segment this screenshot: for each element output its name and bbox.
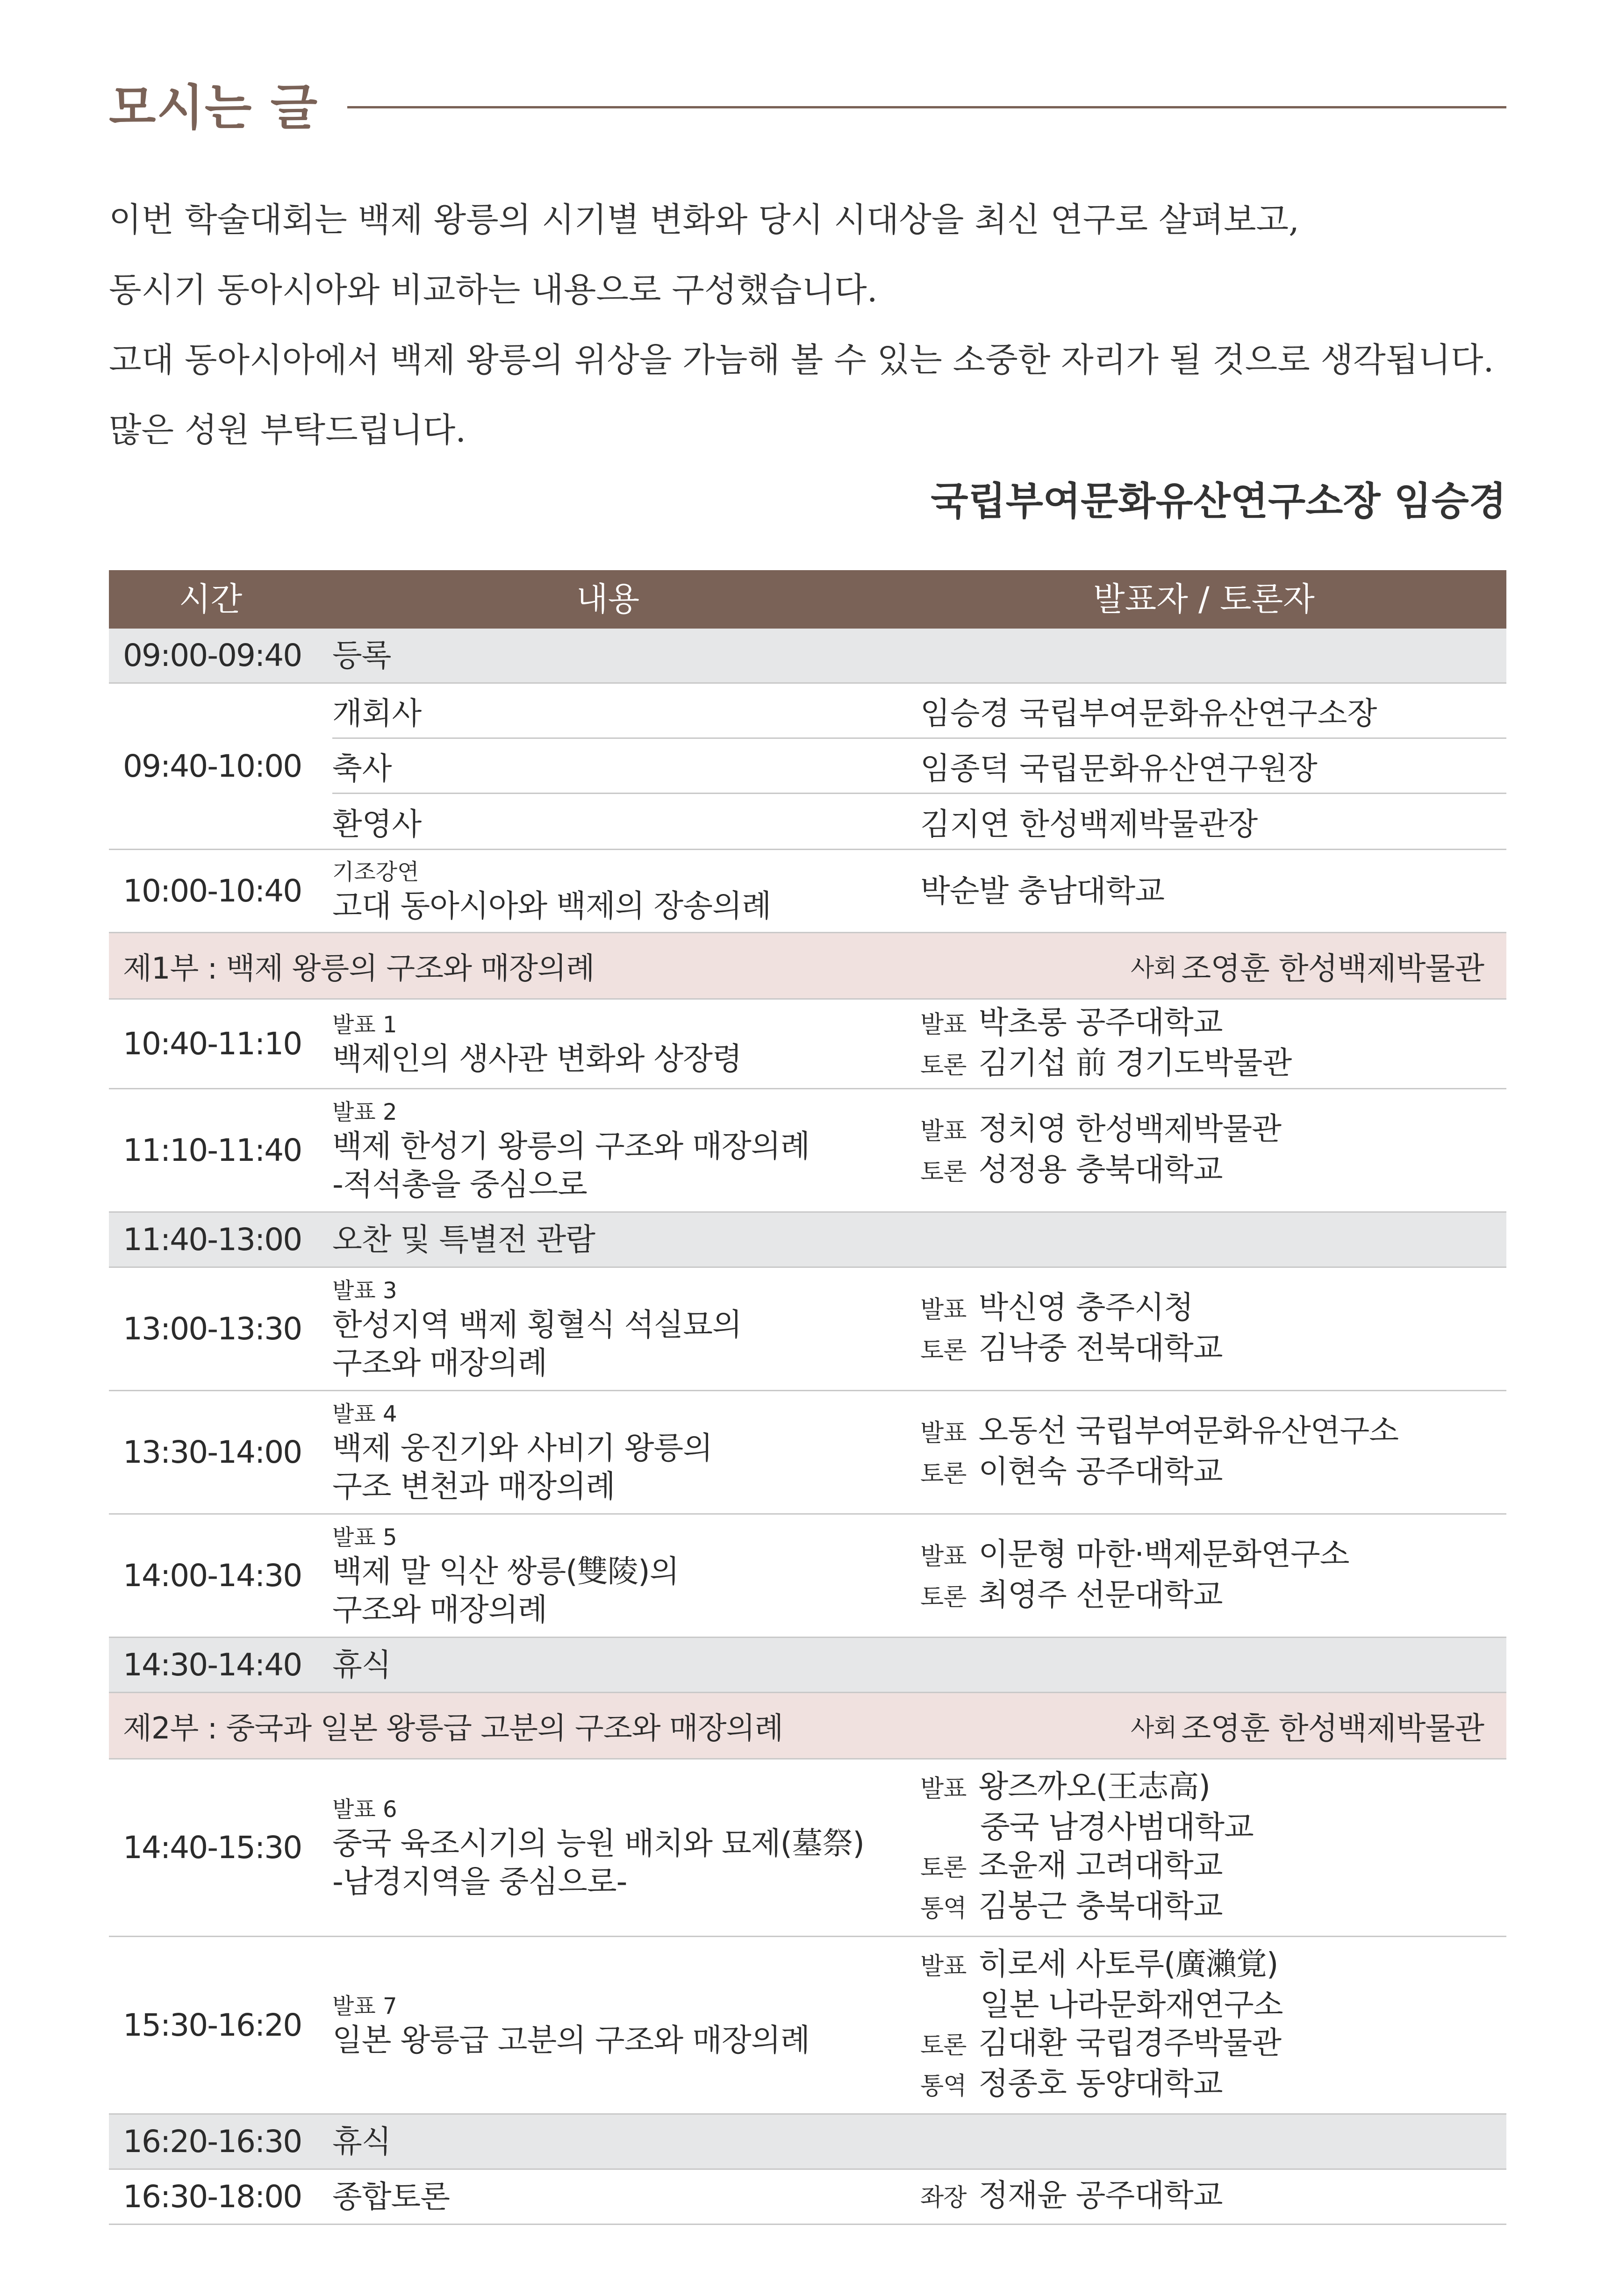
section-host [1131, 1693, 1484, 1758]
time-cell: 14:40-15:30 [123, 1830, 302, 1866]
speaker: 김봉근 충북대학교 [978, 1888, 1223, 1924]
role-label: 발표 [920, 1010, 967, 1039]
speaker-line [920, 1767, 1506, 1808]
speaker: 이문형 마한·백제문화연구소 [978, 1536, 1349, 1572]
time-cell: 13:00-13:30 [123, 1311, 302, 1347]
role-label: 발표 [920, 1953, 967, 1981]
section-title: 제1부 : 백제 왕릉의 구조와 매장의례 [123, 951, 595, 986]
role-label: 통역 [920, 1895, 967, 1923]
speaker-line [920, 1576, 1506, 1616]
time-cell: 11:40-13:00 [123, 1222, 302, 1258]
speaker-line [920, 1808, 1506, 1846]
speaker-line [920, 2024, 1506, 2065]
speaker-line [920, 1412, 1506, 1452]
session-label: 발표 7 [332, 1993, 397, 2019]
intro-line: 동시기 동아시아와 비교하는 내용으로 구성했습니다. [109, 270, 878, 309]
table-row [109, 1937, 1506, 2115]
speaker: 이현숙 공주대학교 [978, 1453, 1223, 1489]
content-title: 휴식 [332, 2123, 391, 2160]
speaker: 박초롱 공주대학교 [978, 1004, 1223, 1040]
speaker: 박순발 충남대학교 [920, 873, 1165, 909]
header-content: 내용 [576, 580, 640, 618]
time-cell: 09:40-10:00 [123, 748, 302, 784]
table-row [109, 1000, 1506, 1089]
content-title: 오찬 및 특별전 관람 [332, 1221, 595, 1258]
speaker: 히로세 사토루(廣瀨覚) [978, 1946, 1278, 1982]
time-cell: 09:00-09:40 [123, 637, 302, 673]
speaker-line [920, 1288, 1506, 1329]
session-label: 발표 6 [332, 1796, 397, 1823]
role-label: 토론 [920, 1158, 967, 1186]
time-cell: 14:30-14:40 [123, 1647, 302, 1683]
speaker: 박신영 충주시청 [978, 1289, 1193, 1325]
section-row [109, 933, 1506, 1000]
session-label: 발표 4 [332, 1401, 397, 1427]
heading-divider [347, 106, 1506, 108]
table-row [109, 684, 1506, 850]
speaker: 최영주 선문대학교 [978, 1576, 1223, 1613]
session-label: 발표 2 [332, 1099, 397, 1125]
role-label: 발표 [920, 1295, 967, 1324]
content-subtitle: -적석총을 중심으로 [332, 1166, 587, 1202]
sub-row [332, 739, 1506, 794]
table-row [109, 1638, 1506, 1693]
speaker: 김지연 한성백제박물관장 [920, 806, 1258, 842]
role-label: 발표 [920, 1542, 967, 1571]
speaker-line [920, 1986, 1506, 2024]
role-label: 발표 [920, 1775, 967, 1803]
speaker: 정재윤 공주대학교 [978, 2177, 1223, 2213]
role-label: 사회 [1130, 1714, 1177, 1742]
table-row [109, 2115, 1506, 2170]
speaker-affiliation: 일본 나라문화재연구소 [980, 1987, 1283, 2023]
role-label: 토론 [920, 2031, 967, 2060]
speaker-line [920, 1535, 1506, 1576]
speaker-line [920, 2065, 1506, 2105]
speaker: 오동선 국립부여문화유산연구소 [978, 1412, 1399, 1449]
time-cell: 10:00-10:40 [123, 873, 302, 909]
speaker-line [920, 1044, 1506, 1085]
table-header [109, 570, 1506, 629]
sub-row [332, 684, 1506, 739]
speaker-line [920, 1329, 1506, 1370]
speaker-line [920, 1452, 1506, 1493]
time-cell: 16:20-16:30 [123, 2124, 302, 2160]
table-row [109, 1391, 1506, 1515]
role-label: 통역 [920, 2072, 967, 2100]
section-host [1131, 933, 1484, 998]
session-label: 발표 5 [332, 1524, 397, 1551]
role-label: 토론 [920, 1336, 967, 1365]
speaker-line [920, 1846, 1506, 1887]
content-subtitle: 구조 변천과 매장의례 [332, 1468, 615, 1504]
table-row [109, 850, 1506, 933]
header-time: 시간 [179, 580, 243, 618]
time-cell: 15:30-16:20 [123, 2007, 302, 2043]
speaker: 정치영 한성백제박물관 [978, 1110, 1281, 1147]
intro-line: 고대 동아시아에서 백제 왕릉의 위상을 가늠해 볼 수 있는 소중한 자리가 될 것으로 생각됩니다. [109, 340, 1494, 379]
table-row [109, 1515, 1506, 1638]
role-label: 좌장 [920, 2184, 967, 2212]
table-row [109, 1213, 1506, 1268]
section-row [109, 1693, 1506, 1760]
speaker: 왕즈까오(王志高) [978, 1768, 1210, 1804]
role-label: 발표 [920, 1419, 967, 1447]
session-label: 기조강연 [332, 858, 419, 885]
content-title: 휴식 [332, 1646, 391, 1683]
intro-line: 많은 성원 부탁드립니다. [109, 410, 466, 450]
speaker-line [920, 1110, 1506, 1151]
content-title: 백제인의 생사관 변화와 상장령 [332, 1040, 742, 1077]
content-subtitle: -남경지역을 중심으로- [332, 1863, 627, 1900]
content-title: 종합토론 [332, 2178, 450, 2215]
role-label: 발표 [920, 1117, 967, 1145]
role-label: 사회 [1130, 954, 1177, 982]
content-title: 개회사 [332, 695, 422, 731]
time-cell: 13:30-14:00 [123, 1434, 302, 1470]
content-title: 일본 왕릉급 고분의 구조와 매장의례 [332, 2022, 810, 2058]
time-cell: 10:40-11:10 [123, 1026, 302, 1062]
speaker: 김낙중 전북대학교 [978, 1330, 1223, 1366]
role-label: 토론 [920, 1459, 967, 1488]
content-title: 환영사 [332, 806, 422, 842]
session-label: 발표 1 [332, 1011, 397, 1038]
role-label: 토론 [920, 1854, 967, 1882]
content-title: 백제 말 익산 쌍릉(雙陵)의 [332, 1553, 679, 1589]
section-heading [109, 75, 1506, 140]
content-subtitle: 구조와 매장의례 [332, 1591, 547, 1628]
host-name: 조영훈 한성백제박물관 [1181, 951, 1484, 987]
host-name: 조영훈 한성백제박물관 [1181, 1710, 1484, 1746]
time-cell: 16:30-18:00 [123, 2179, 302, 2215]
section-title: 제2부 : 중국과 일본 왕릉급 고분의 구조와 매장의례 [123, 1711, 783, 1746]
header-speakers: 발표자 / 토론자 [1093, 580, 1315, 618]
content-title: 중국 육조시기의 능원 배치와 묘제(墓祭) [332, 1825, 864, 1861]
speaker: 김대환 국립경주박물관 [978, 2025, 1281, 2061]
session-label: 발표 3 [332, 1277, 397, 1304]
content-title: 등록 [332, 637, 391, 673]
speaker: 정종호 동양대학교 [978, 2066, 1223, 2102]
schedule-table [109, 570, 1506, 2225]
speaker: 임승경 국립부여문화유산연구소장 [920, 695, 1377, 731]
speaker-line [920, 1003, 1506, 1044]
speaker: 조윤재 고려대학교 [978, 1847, 1223, 1883]
signature: 국립부여문화유산연구소장 임승경 [931, 478, 1506, 524]
intro-text [109, 185, 1511, 465]
content-title: 고대 동아시아와 백제의 장송의례 [332, 887, 771, 924]
content-title: 축사 [332, 751, 392, 787]
heading-title: 모시는 글 [109, 79, 319, 136]
content-title: 백제 웅진기와 사비기 왕릉의 [332, 1430, 713, 1466]
speaker: 임종덕 국립문화유산연구원장 [920, 751, 1318, 787]
intro-line: 이번 학술대회는 백제 왕릉의 시기별 변화와 당시 시대상을 최신 연구로 살펴보고, [109, 200, 1299, 239]
role-label: 토론 [920, 1583, 967, 1611]
speaker-line [920, 1887, 1506, 1928]
role-label: 토론 [920, 1051, 967, 1080]
speaker-affiliation: 중국 남경사범대학교 [980, 1809, 1254, 1845]
sub-row [332, 794, 1506, 849]
time-cell: 14:00-14:30 [123, 1558, 302, 1594]
table-row [109, 1760, 1506, 1937]
table-row [109, 629, 1506, 684]
table-row [109, 1268, 1506, 1391]
speaker-line [920, 1945, 1506, 1986]
content-subtitle: 구조와 매장의례 [332, 1345, 547, 1381]
table-row [109, 2170, 1506, 2225]
table-row [109, 1089, 1506, 1213]
speaker-line [920, 2176, 1506, 2217]
speaker: 성정용 충북대학교 [978, 1151, 1223, 1187]
speaker: 김기섭 前 경기도박물관 [978, 1044, 1292, 1081]
content-title: 한성지역 백제 횡혈식 석실묘의 [332, 1306, 742, 1343]
speaker-line [920, 1151, 1506, 1191]
time-cell: 11:10-11:40 [123, 1132, 302, 1168]
content-title: 백제 한성기 왕릉의 구조와 매장의례 [332, 1128, 810, 1164]
